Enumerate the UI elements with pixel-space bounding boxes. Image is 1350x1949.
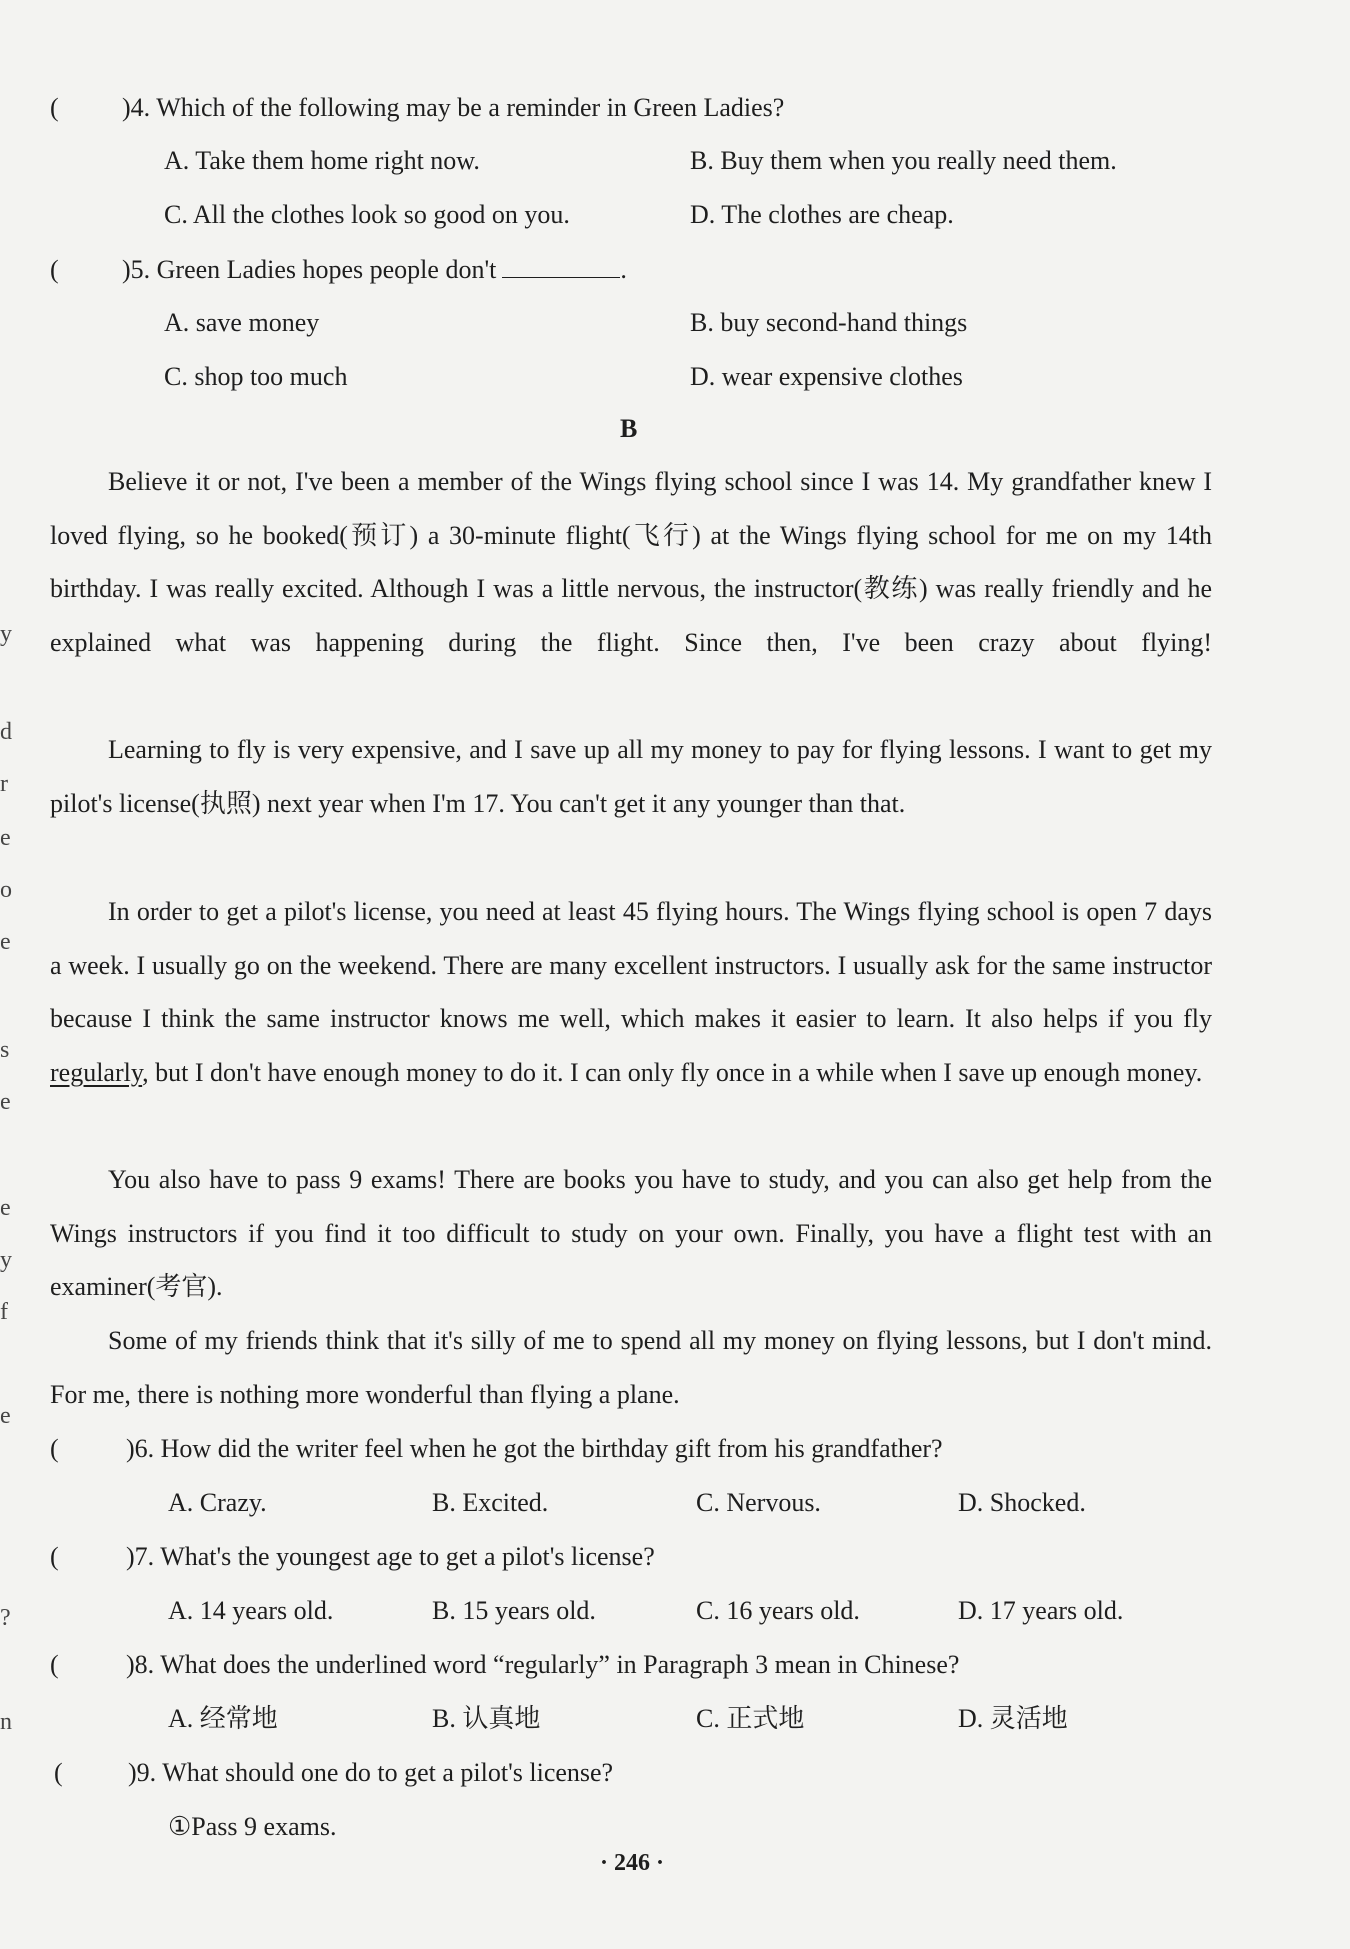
question-text — [122, 253, 627, 287]
passage-paragraph-5: Some of my friends think that it's silly of me to spend all my money on flying lessons, but I don't mind. For me, there is nothing more wonderful than flying a plane. — [50, 1326, 1212, 1409]
option-c[interactable]: C. 正式地 — [696, 1704, 805, 1733]
answer-paren[interactable]: ( — [50, 1434, 59, 1463]
margin-char: r — [0, 771, 8, 797]
paragraph-3-text-after: , but I don't have enough money to do it. I can only fly once in a while when I save up enough money. — [142, 1058, 1203, 1088]
passage-paragraph-1: Believe it or not, I've been a member of the Wings flying school since I was 14. My grandfather knew I loved flying, so he booked(预订) a 30-minute flight(飞行) at the Wings flying school for me on my 14th birthday. I was really excited. Although I was a little nervous, the instructor(教练) was really friendly and he explained what was happening during the flight. Since then, I've been crazy about flying! — [50, 467, 1212, 658]
option-b[interactable]: B. 15 years old. — [432, 1596, 596, 1625]
answer-paren[interactable]: ( — [50, 1650, 59, 1679]
item-1: ①Pass 9 exams. — [168, 1812, 337, 1841]
option-b[interactable]: B. Excited. — [432, 1488, 549, 1517]
option-d[interactable]: D. Shocked. — [958, 1488, 1086, 1517]
margin-char: y — [0, 1247, 12, 1273]
question-text-after: . — [620, 255, 627, 284]
page-number: · 246 · — [600, 1850, 665, 1876]
question-text: )4. Which of the following may be a reminder in Green Ladies? — [122, 93, 785, 122]
option-a[interactable]: A. Crazy. — [168, 1488, 267, 1517]
margin-char: e — [0, 1195, 11, 1221]
question-text-before: )5. Green Ladies hopes people don't — [122, 255, 497, 284]
section-title: B — [620, 414, 638, 443]
margin-char: e — [0, 1089, 11, 1115]
option-b[interactable]: B. buy second-hand things — [690, 308, 968, 337]
question-text: )7. What's the youngest age to get a pilot's license? — [126, 1542, 655, 1571]
option-a[interactable]: A. Take them home right now. — [164, 146, 480, 175]
question-text: )6. How did the writer feel when he got the birthday gift from his grandfather? — [126, 1434, 943, 1463]
margin-char: f — [0, 1299, 8, 1325]
margin-char: e — [0, 929, 11, 955]
passage-paragraph-3 — [50, 885, 1212, 1100]
answer-paren[interactable]: ( — [50, 255, 59, 284]
answer-paren[interactable]: ( — [50, 93, 59, 122]
paragraph-3-text-before: In order to get a pilot's license, you need at least 45 flying hours. The Wings flying school is open 7 days a week. I usually go on the weekend. There are many excellent instructors. I usually ask for the same instructor because I think the same instructor knows me well, which makes it easier to learn. It also helps if you fly — [50, 897, 1212, 1034]
passage-paragraph-4: You also have to pass 9 exams! There are books you have to study, and you can also get help from the Wings instructors if you find it too difficult to study on your own. Finally, you have a flight test with an examiner(考官). — [50, 1165, 1212, 1302]
underlined-word: regularly — [50, 1058, 143, 1088]
margin-char: y — [0, 621, 12, 647]
margin-char: d — [0, 719, 12, 745]
option-c[interactable]: C. Nervous. — [696, 1488, 821, 1517]
option-c[interactable]: C. All the clothes look so good on you. — [164, 200, 570, 229]
question-text: )8. What does the underlined word “regularly” in Paragraph 3 mean in Chinese? — [126, 1650, 960, 1679]
option-c[interactable]: C. 16 years old. — [696, 1596, 860, 1625]
margin-char: e — [0, 1403, 11, 1429]
option-a[interactable]: A. save money — [164, 308, 320, 337]
option-d[interactable]: D. 灵活地 — [958, 1704, 1068, 1733]
question-text: )9. What should one do to get a pilot's license? — [128, 1758, 614, 1787]
option-b[interactable]: B. Buy them when you really need them. — [690, 146, 1117, 175]
margin-char: n — [0, 1709, 12, 1735]
margin-char: s — [0, 1037, 10, 1063]
option-a[interactable]: A. 经常地 — [168, 1704, 278, 1733]
option-c[interactable]: C. shop too much — [164, 362, 348, 391]
margin-char: e — [0, 825, 11, 851]
fill-blank — [502, 253, 620, 278]
margin-char: ? — [0, 1605, 11, 1631]
option-d[interactable]: D. wear expensive clothes — [690, 362, 963, 391]
answer-paren[interactable]: ( — [54, 1758, 63, 1787]
passage-paragraph-2: Learning to fly is very expensive, and I save up all my money to pay for flying lessons. I want to get my pilot's license(执照) next year when I'm 17. You can't get it any younger than that. — [50, 735, 1212, 818]
margin-char: o — [0, 877, 12, 903]
option-d[interactable]: D. The clothes are cheap. — [690, 200, 954, 229]
option-a[interactable]: A. 14 years old. — [168, 1596, 334, 1625]
answer-paren[interactable]: ( — [50, 1542, 59, 1571]
option-b[interactable]: B. 认真地 — [432, 1704, 541, 1733]
option-d[interactable]: D. 17 years old. — [958, 1596, 1124, 1625]
